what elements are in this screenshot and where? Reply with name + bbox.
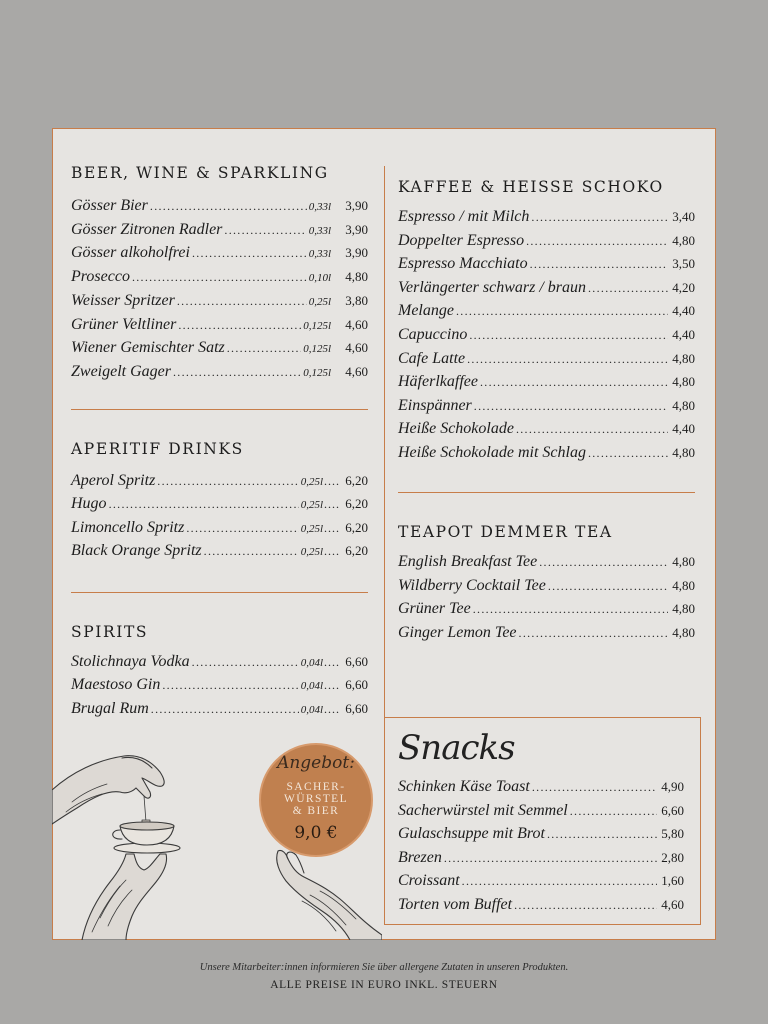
- menu-item-row: [398, 397, 695, 419]
- dot-leader: [462, 874, 658, 889]
- menu-item-name: Grüner Tee: [398, 600, 471, 617]
- dot-leader: [588, 281, 668, 296]
- menu-item-quantity: 0,25l: [300, 522, 323, 535]
- menu-item-name: Limoncello Spritz: [71, 518, 185, 536]
- menu-item-quantity: 0,125l: [303, 343, 331, 356]
- menu-item-name: Gösser Zitronen Radler: [71, 220, 223, 238]
- menu-item-row: [398, 208, 695, 230]
- dot-leader: [324, 678, 340, 693]
- menu-item-price: 4,60: [345, 363, 368, 379]
- menu-item-quantity: 0,25l: [308, 295, 331, 308]
- menu-item-quantity: 0,25l: [300, 545, 323, 558]
- menu-item-price: 4,80: [672, 445, 695, 460]
- menu-item-name: Heiße Schokolade: [398, 420, 514, 438]
- menu-item-row: [398, 553, 695, 575]
- menu-item-price: 4,20: [672, 279, 695, 295]
- dot-leader: [324, 497, 340, 512]
- menu-item-quantity: 0,25l: [300, 499, 323, 512]
- dot-leader: [324, 521, 340, 536]
- menu-item-price: 4,80: [672, 601, 695, 616]
- dot-leader: [109, 497, 299, 512]
- menu-item-price: 2,80: [661, 849, 684, 865]
- menu-item-row: [398, 825, 684, 847]
- dot-leader: [444, 851, 657, 866]
- menu-item-row: [71, 363, 368, 385]
- section-divider: [398, 492, 695, 493]
- menu-item-name: Zweigelt Gager: [71, 362, 171, 380]
- menu-item-price: 4,60: [345, 316, 368, 332]
- menu-item-quantity: 0,33l: [308, 201, 331, 213]
- menu-item-price: 3,90: [345, 221, 368, 237]
- dot-leader: [473, 602, 669, 617]
- menu-item-price: 3,80: [345, 292, 368, 308]
- menu-item-price: 4,80: [672, 624, 695, 640]
- dot-leader: [530, 257, 669, 272]
- menu-item-price: 4,40: [672, 421, 695, 437]
- menu-item-row: [71, 700, 368, 722]
- offer-price: 9,0 €: [294, 823, 338, 843]
- dot-leader: [173, 365, 301, 380]
- menu-item-price: 6,20: [345, 473, 368, 488]
- menu-item-name: Maestoso Gin: [71, 676, 161, 694]
- dot-leader: [186, 521, 298, 536]
- menu-item-row: [398, 373, 695, 395]
- menu-item-name: Brugal Rum: [71, 699, 149, 717]
- dot-leader: [132, 270, 307, 285]
- offer-heading: Angebot:: [277, 753, 355, 773]
- menu-item-name: Weisser Spritzer: [71, 291, 175, 309]
- dot-leader: [192, 655, 299, 670]
- menu-item-row: [71, 542, 368, 564]
- allergen-note: Unsere Mitarbeiter:innen informieren Sie über allergene Zutaten in unseren Produkten.: [199, 962, 569, 973]
- dot-leader: [514, 898, 657, 913]
- menu-item-quantity: 0,125l: [303, 366, 331, 379]
- menu-item-price: 6,20: [345, 496, 368, 512]
- menu-item-name: Stolichnaya Vodka: [71, 653, 190, 670]
- dot-leader: [178, 318, 301, 333]
- menu-item-name: Doppelter Espresso: [398, 231, 525, 249]
- offer-line: & BIER: [292, 805, 340, 817]
- dot-leader: [570, 804, 658, 819]
- menu-item-row: [398, 326, 695, 348]
- menu-item-price: 4,60: [345, 340, 368, 356]
- dot-leader: [324, 474, 340, 489]
- menu-item-row: [71, 221, 368, 243]
- menu-item-price: 4,80: [345, 269, 368, 285]
- menu-item-row: [71, 268, 368, 290]
- dot-leader: [224, 223, 306, 238]
- menu-item-name: Melange: [398, 302, 454, 320]
- menu-item-price: 4,60: [661, 896, 684, 912]
- menu-item-name: Wiener Gemischter Satz: [71, 339, 225, 357]
- menu-item-name: English Breakfast Tee: [398, 553, 538, 570]
- dot-leader: [177, 294, 307, 309]
- menu-item-price: 6,20: [345, 542, 368, 558]
- section-title-kaffee-heisse-schoko: KAFFEE & HEISSE SCHOKO: [398, 178, 664, 196]
- section-divider: [71, 592, 368, 593]
- menu-item-price: 6,60: [661, 802, 684, 818]
- menu-item-price: 6,20: [345, 519, 368, 535]
- menu-item-quantity: 0,33l: [308, 224, 331, 237]
- menu-item-price: 4,90: [661, 779, 684, 794]
- menu-item-row: [71, 519, 368, 541]
- menu-item-quantity: 0,04l: [300, 657, 323, 669]
- dot-leader: [531, 210, 668, 225]
- menu-item-row: [71, 316, 368, 338]
- menu-item-name: Grüner Veltliner: [71, 315, 177, 333]
- menu-item-name: Black Orange Spritz: [71, 541, 202, 559]
- dot-leader: [474, 399, 668, 414]
- menu-item-price: 4,80: [672, 232, 695, 248]
- dot-leader: [162, 678, 298, 693]
- menu-item-row: [398, 444, 695, 466]
- section-divider: [71, 409, 368, 410]
- menu-item-price: 4,80: [672, 350, 695, 366]
- menu-item-name: Verlängerter schwarz / braun: [398, 278, 586, 296]
- menu-item-name: Aperol Spritz: [71, 472, 156, 489]
- dot-leader: [526, 234, 668, 249]
- dot-leader: [324, 702, 340, 717]
- hand-holding-badge-illustration: [270, 845, 382, 940]
- menu-item-name: Einspänner: [398, 396, 472, 414]
- menu-item-name: Gulaschsuppe mit Brot: [398, 825, 545, 842]
- dot-leader: [519, 626, 669, 641]
- section-title-spirits: SPIRITS: [71, 623, 149, 641]
- dot-leader: [151, 702, 299, 717]
- dot-leader: [324, 655, 340, 670]
- menu-item-price: 6,60: [345, 700, 368, 716]
- menu-item-name: Häferlkaffee: [398, 373, 478, 391]
- menu-item-name: Gösser alkoholfrei: [71, 244, 190, 262]
- menu-item-price: 4,80: [672, 397, 695, 413]
- menu-item-quantity: 0,25l: [300, 476, 323, 488]
- section-title-beer-wine-sparkling: BEER, WINE & SPARKLING: [71, 164, 329, 182]
- dot-leader: [204, 544, 299, 559]
- menu-item-price: 1,60: [661, 873, 684, 888]
- menu-item-row: [71, 676, 368, 698]
- menu-item-name: Gösser Bier: [71, 197, 148, 214]
- offer-line: SACHER-: [286, 781, 346, 793]
- menu-item-quantity: 0,04l: [300, 680, 323, 693]
- menu-item-price: 4,40: [672, 303, 695, 319]
- menu-item-name: Brezen: [398, 848, 442, 866]
- menu-item-name: Sacherwürstel mit Semmel: [398, 801, 568, 819]
- menu-item-name: Capuccino: [398, 326, 468, 343]
- menu-item-name: Hugo: [71, 495, 107, 513]
- dot-leader: [516, 422, 668, 437]
- menu-item-quantity: 0,33l: [308, 248, 331, 261]
- menu-item-name: Prosecco: [71, 268, 130, 286]
- menu-item-row: [398, 624, 695, 646]
- dot-leader: [227, 341, 301, 356]
- menu-item-row: [398, 872, 684, 894]
- menu-item-row: [398, 255, 695, 277]
- hand-with-teacup-illustration: [52, 750, 187, 940]
- menu-item-price: 4,80: [672, 577, 695, 593]
- menu-item-quantity: 0,125l: [303, 319, 331, 332]
- menu-item-price: 3,90: [345, 198, 368, 213]
- menu-item-row: [398, 896, 684, 918]
- menu-item-row: [398, 232, 695, 254]
- dot-leader: [324, 544, 340, 559]
- menu-item-row: [398, 600, 695, 622]
- menu-item-name: Cafe Latte: [398, 349, 466, 367]
- snacks-title: Snacks: [398, 728, 515, 768]
- menu-item-row: [398, 802, 684, 824]
- menu-item-name: Heiße Schokolade mit Schlag: [398, 444, 586, 461]
- menu-item-row: [398, 778, 684, 800]
- menu-item-row: [71, 653, 368, 675]
- dot-leader: [480, 375, 668, 390]
- menu-item-row: [71, 339, 368, 361]
- menu-item-price: 5,80: [661, 826, 684, 841]
- menu-item-row: [398, 350, 695, 372]
- dot-leader: [192, 246, 307, 261]
- menu-item-price: 3,40: [672, 209, 695, 224]
- menu-item-name: Wildberry Cocktail Tee: [398, 576, 546, 594]
- section-title-teapot-demmer-tea: TEAPOT DEMMER TEA: [398, 523, 613, 541]
- menu-item-price: 3,50: [672, 256, 695, 272]
- dot-leader: [150, 199, 307, 214]
- menu-item-name: Croissant: [398, 872, 460, 889]
- menu-item-name: Ginger Lemon Tee: [398, 623, 517, 641]
- dot-leader: [548, 579, 668, 594]
- menu-item-row: [71, 197, 368, 219]
- menu-item-price: 4,40: [672, 327, 695, 342]
- dot-leader: [469, 328, 668, 343]
- dot-leader: [588, 446, 668, 461]
- menu-item-name: Espresso Macchiato: [398, 255, 528, 273]
- tax-note: ALLE PREISE IN EURO INKL. STEUERN: [270, 979, 498, 991]
- menu-item-row: [71, 292, 368, 314]
- dot-leader: [456, 304, 668, 319]
- menu-item-row: [398, 849, 684, 871]
- offer-badge: [259, 743, 373, 857]
- dot-leader: [467, 352, 668, 367]
- dot-leader: [532, 780, 657, 795]
- menu-item-name: Torten vom Buffet: [398, 895, 513, 913]
- dot-leader: [157, 474, 298, 489]
- menu-item-price: 4,80: [672, 374, 695, 390]
- menu-item-row: [398, 302, 695, 324]
- menu-item-price: 3,90: [345, 245, 368, 261]
- menu-item-price: 4,80: [672, 554, 695, 569]
- menu-item-row: [71, 244, 368, 266]
- menu-item-name: Espresso / mit Milch: [398, 208, 530, 225]
- menu-item-price: 6,60: [345, 654, 368, 669]
- menu-item-row: [398, 279, 695, 301]
- menu-item-name: Schinken Käse Toast: [398, 778, 530, 795]
- offer-text: [261, 781, 371, 817]
- menu-item-row: [71, 495, 368, 517]
- menu-item-row: [398, 577, 695, 599]
- menu-item-row: [71, 472, 368, 494]
- dot-leader: [539, 555, 668, 570]
- offer-line: WÜRSTEL: [283, 793, 349, 805]
- menu-item-quantity: 0,04l: [300, 703, 323, 716]
- menu-item-quantity: 0,10l: [308, 272, 331, 285]
- section-title-aperitif-drinks: APERITIF DRINKS: [71, 440, 244, 458]
- menu-item-row: [398, 420, 695, 442]
- dot-leader: [547, 827, 657, 842]
- menu-item-price: 6,60: [345, 677, 368, 693]
